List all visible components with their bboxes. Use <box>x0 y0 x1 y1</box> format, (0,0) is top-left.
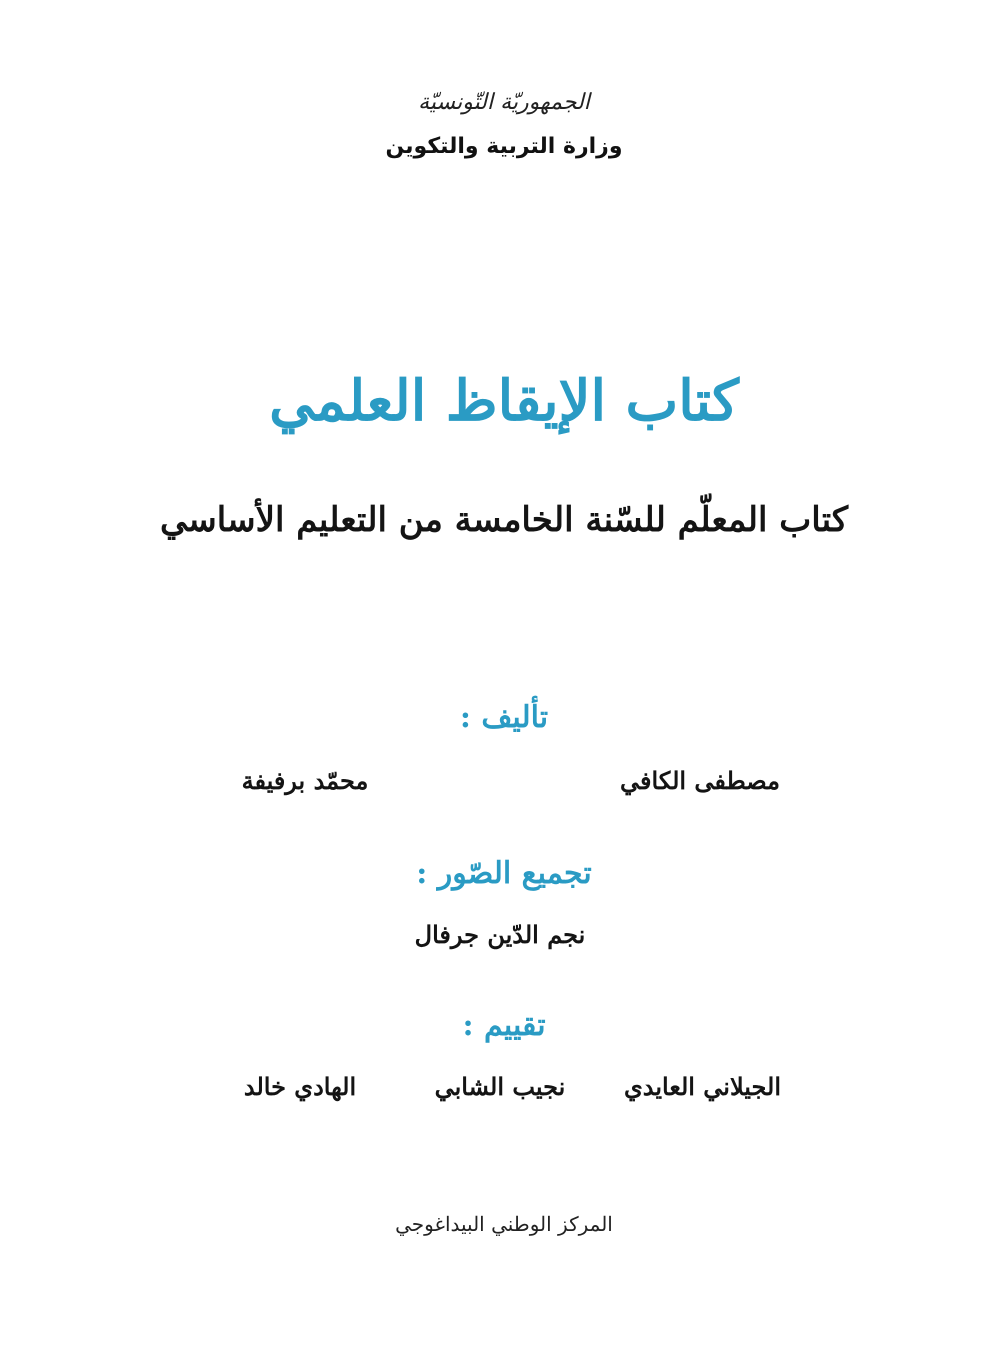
ministry-label: وزارة التربية والتكوين <box>385 134 623 159</box>
authors-heading: تأليف : <box>459 700 549 735</box>
book-subtitle: كتاب المعلّم للسّنة الخامسة من التعليم الأساسي <box>159 500 849 540</box>
evaluator-name: الهادي خالد <box>243 1072 357 1101</box>
photo-collector-name: نجم الدّين جرفال <box>414 920 586 949</box>
book-title: كتاب الإيقاظ العلمي <box>269 368 739 434</box>
evaluator-name: الجيلاني العايدي <box>623 1072 781 1101</box>
publisher-label: المركز الوطني البيداغوجي <box>395 1212 613 1236</box>
republic-label: الجمهوريّة التّونسيّة <box>418 90 590 115</box>
author-name: محمّد برفيفة <box>241 766 369 795</box>
evaluation-heading: تقييم : <box>462 1008 546 1043</box>
evaluator-name: نجيب الشابي <box>434 1072 566 1101</box>
photos-heading: تجميع الصّور : <box>416 856 592 891</box>
author-name: مصطفى الكافي <box>620 766 780 795</box>
